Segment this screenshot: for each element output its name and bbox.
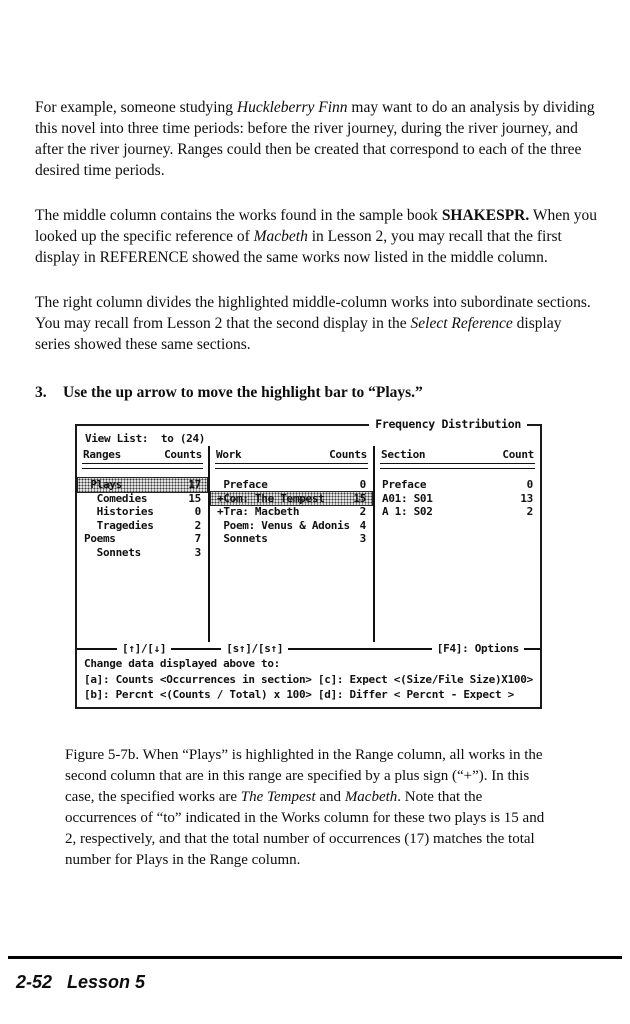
row-value: 0 bbox=[526, 478, 533, 491]
header-rule bbox=[82, 463, 203, 469]
page-number: 2-52 bbox=[16, 972, 53, 992]
terminal-window bbox=[75, 417, 542, 709]
table-row-highlighted bbox=[78, 478, 207, 492]
table-row bbox=[211, 532, 372, 546]
body-paragraph: The middle column contains the works found in the sample book SHAKESPR. When you looked up the specific reference of Macbeth in Lesson 2, you may recall that the first display in REFERENCE showed the same works now listed in the middle column. bbox=[35, 207, 597, 266]
row-label: +Com: The Tempest bbox=[217, 491, 325, 505]
divider-line bbox=[288, 648, 432, 650]
column-header: Ranges bbox=[83, 448, 121, 461]
row-value: 4 bbox=[359, 518, 366, 532]
step-item bbox=[35, 382, 597, 403]
keys-divider bbox=[77, 642, 540, 655]
column-work bbox=[208, 446, 373, 642]
terminal-columns bbox=[77, 446, 540, 642]
row-label: Comedies bbox=[84, 491, 148, 505]
row-label: A01: S01 bbox=[382, 491, 433, 505]
row-label: A 1: S02 bbox=[382, 505, 433, 518]
body-paragraph: The right column divides the highlighted middle-column works into subordinate sections. You may recall from Lesson 2 that the second display in the Select Reference display series showed these same sections. bbox=[35, 294, 591, 353]
status-area bbox=[77, 655, 540, 707]
key-shift-scroll: [s↑]/[s↑] bbox=[226, 642, 284, 655]
table-row bbox=[211, 505, 372, 519]
row-label: +Tra: Macbeth bbox=[217, 505, 300, 518]
row-value: 13 bbox=[520, 491, 533, 505]
step-text: Use the up arrow to move the highlight bar to “Plays.” bbox=[63, 384, 423, 401]
table-row bbox=[211, 478, 372, 492]
row-value: 3 bbox=[194, 545, 201, 559]
table-row bbox=[78, 532, 207, 546]
body-paragraph: For example, someone studying Huckleberry Finn may want to do an analysis by dividing this novel into three time periods: before the river journey, during the river journey, and after the river journey. Ranges could then be created that correspond to each of the three desired time periods. bbox=[35, 99, 595, 179]
table-row bbox=[78, 492, 207, 506]
column-count-header: Count bbox=[502, 448, 534, 461]
key-up-down: [↑]/[↓] bbox=[122, 642, 167, 655]
step-number: 3. bbox=[35, 384, 47, 401]
header-rule bbox=[215, 463, 368, 469]
table-row bbox=[376, 478, 539, 492]
divider-line bbox=[77, 648, 117, 650]
row-value: 2 bbox=[359, 505, 366, 518]
divider-line bbox=[524, 648, 540, 650]
row-label: Sonnets bbox=[217, 532, 268, 545]
status-line: Change data displayed above to: bbox=[84, 657, 280, 670]
view-list-label: View List: to (24) bbox=[85, 432, 206, 445]
figure-caption: Figure 5-7b. When “Plays” is highlighted in the Range column, all works in the second column that are in this range are specified by a plus sign (“+”). In this case, the specified works are The Tempest and Macbeth. Note that the occurrences of “to” indicated in the Works column for these two plays is 15 and 2, respectively, and that the total number of occurrences (17) matches the total number for Plays in the Range column. bbox=[65, 746, 545, 868]
table-row bbox=[78, 546, 207, 560]
row-value: 7 bbox=[194, 532, 201, 545]
row-value: 15 bbox=[188, 491, 201, 505]
row-value: 2 bbox=[194, 518, 201, 532]
footer-rule bbox=[8, 956, 622, 993]
page-content bbox=[35, 0, 597, 871]
row-label: Sonnets bbox=[84, 545, 141, 559]
terminal-screenshot bbox=[75, 417, 542, 709]
row-label: Tragedies bbox=[84, 518, 154, 532]
row-label: Poem: Venus & Adonis bbox=[217, 518, 350, 532]
table-row bbox=[376, 505, 539, 519]
column-count-header: Counts bbox=[164, 448, 202, 461]
header-rule bbox=[380, 463, 535, 469]
terminal-title: Frequency Distribution bbox=[369, 417, 527, 431]
row-value: 2 bbox=[526, 505, 533, 518]
table-row bbox=[376, 492, 539, 506]
table-row bbox=[78, 505, 207, 519]
row-label: Poems bbox=[84, 532, 116, 545]
row-value: 0 bbox=[359, 478, 366, 491]
column-count-header: Counts bbox=[329, 448, 367, 461]
column-ranges bbox=[77, 446, 208, 642]
column-header: Work bbox=[216, 448, 242, 461]
row-value: 0 bbox=[194, 505, 201, 518]
row-value: 17 bbox=[188, 478, 201, 491]
row-value: 15 bbox=[353, 491, 366, 505]
divider-line bbox=[171, 648, 221, 650]
column-section bbox=[373, 446, 540, 642]
row-label: Preface bbox=[382, 478, 427, 491]
column-header: Section bbox=[381, 448, 426, 461]
status-line: [b]: Percnt <(Counts / Total) x 100> [d]: Differ < Percnt - Expect > bbox=[84, 688, 514, 701]
table-row bbox=[78, 519, 207, 533]
lesson-label: Lesson 5 bbox=[67, 972, 146, 992]
row-label: Plays bbox=[84, 478, 122, 491]
table-row bbox=[211, 519, 372, 533]
row-value: 3 bbox=[359, 532, 366, 545]
status-line: [a]: Counts <Occurrences in section> [c]: Expect <(Size/File Size)X100> bbox=[84, 672, 533, 686]
row-label: Preface bbox=[217, 478, 268, 491]
key-f4-options: [F4]: Options bbox=[436, 642, 519, 655]
table-row-highlighted bbox=[211, 492, 372, 506]
row-label: Histories bbox=[84, 505, 154, 518]
